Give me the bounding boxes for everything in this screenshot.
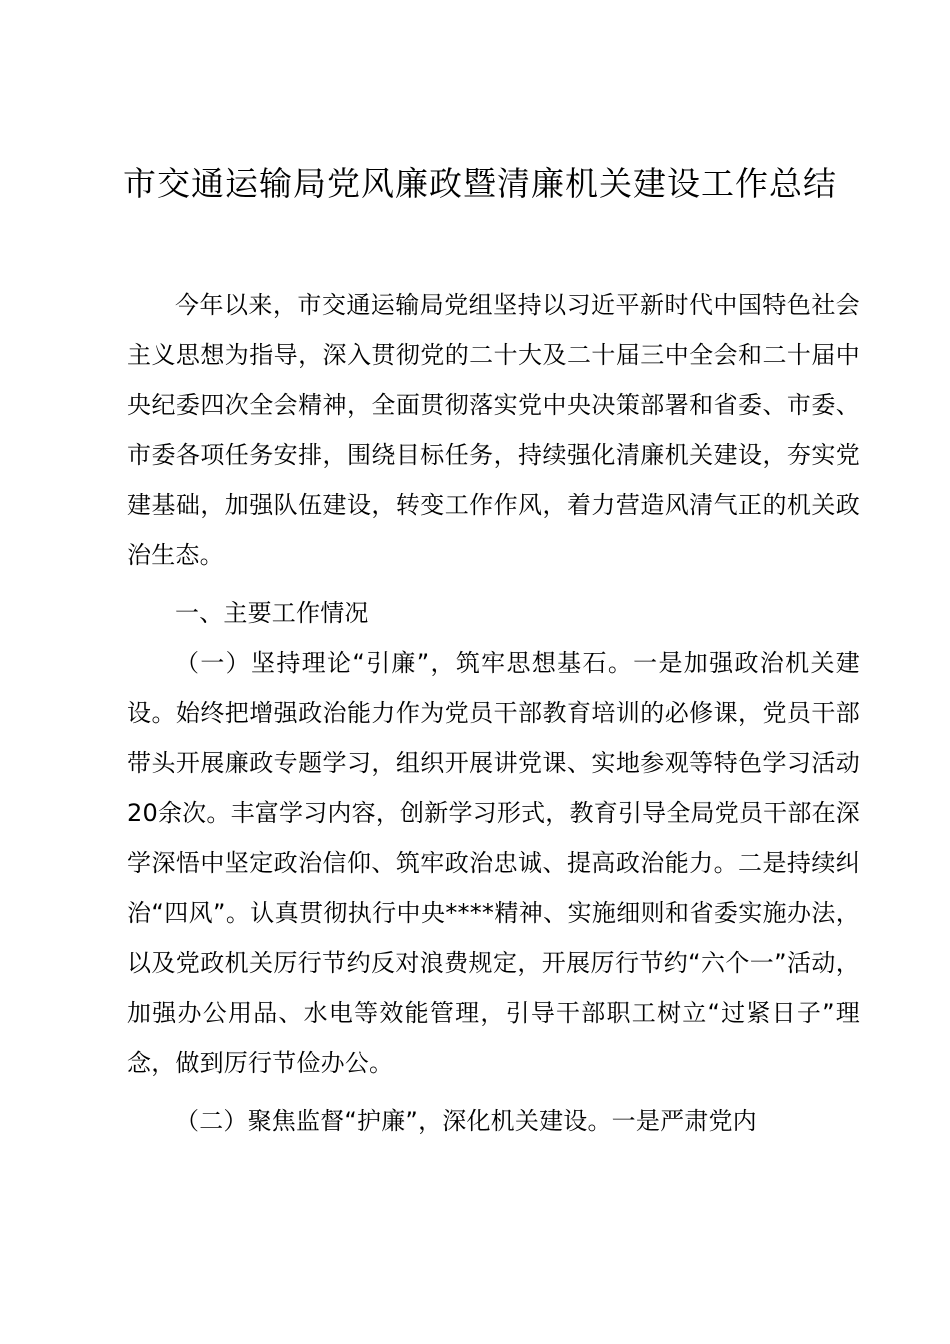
- section-paragraph-1: （一）坚持理论“引廉”，筑牢思想基石。一是加强政治机关建设。始终把增强政治能力作为党员干部教育培训的必修课，党员干部带头开展廉政专题学习，组织开展讲党课、实地参观等特色学习活动20余次。丰富学习内容，创新学习形式，教育引导全局党员干部在深学深悟中坚定政治信仰、筑牢政治忠诚、提高政治能力。二是持续纠治“四风”。认真贯彻执行中央****精神、实施细则和省委实施办法，以及党政机关厉行节约反对浪费规定，开展厉行节约“六个一”活动，加强办公用品、水电等效能管理，引导干部职工树立“过紧日子”理念，做到厉行节俭办公。: [127, 649, 860, 1077]
- document-title: 市交通运输局党风廉政暨清廉机关建设工作总结: [123, 164, 837, 203]
- section-heading: 一、主要工作情况: [175, 599, 369, 627]
- document-body: [127, 280, 860, 1154]
- section-paragraph-2: （二）聚焦监督“护廉”，深化机关建设。一是严肃党内: [175, 1107, 757, 1135]
- intro-paragraph: 今年以来，市交通运输局党组坚持以习近平新时代中国特色社会主义思想为指导，深入贯彻党的二十大及二十届三中全会和二十届中央纪委四次全会精神，全面贯彻落实党中央决策部署和省委、市委、市委各项任务安排，围绕目标任务，持续强化清廉机关建设，夯实党建基础，加强队伍建设，转变工作作风，着力营造风清气正的机关政治生态。: [127, 291, 860, 569]
